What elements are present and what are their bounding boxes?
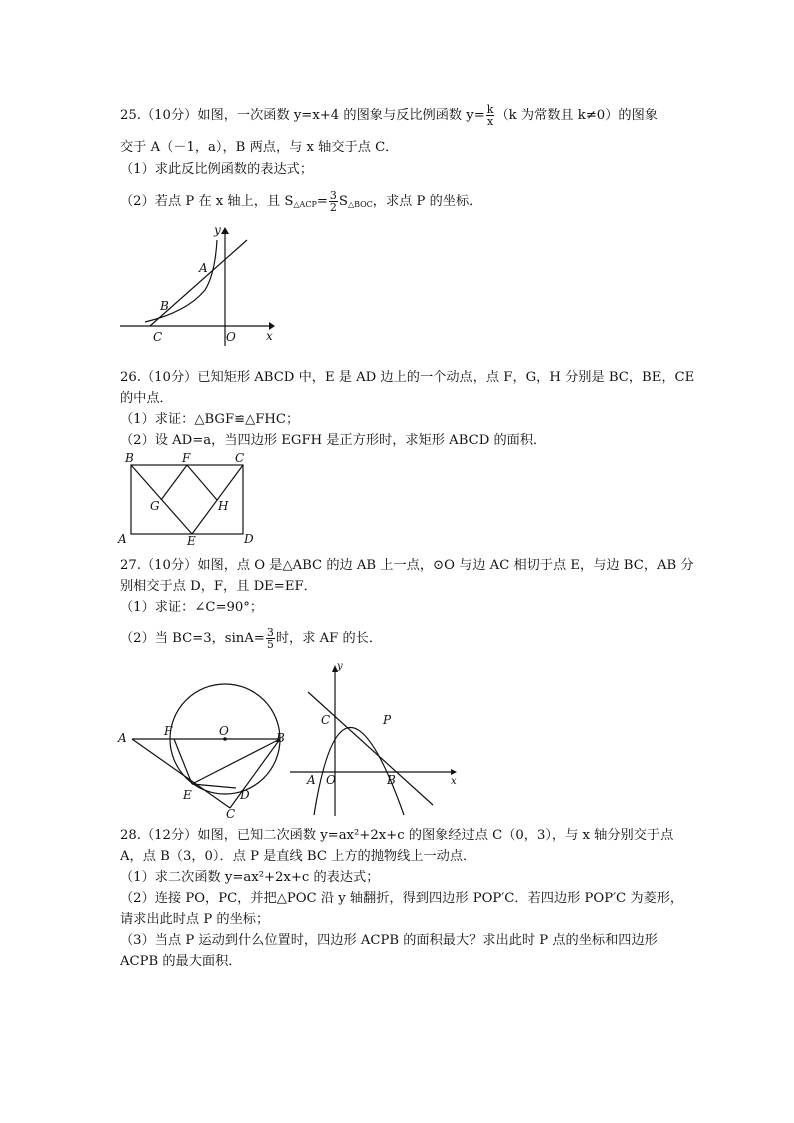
label-E: E bbox=[183, 788, 192, 802]
q27-figure bbox=[112, 656, 302, 821]
label-y: y bbox=[214, 223, 221, 237]
label-B: B bbox=[125, 451, 134, 465]
q27-line-1: 27.（10分）如图，点 O 是△ABC 的边 AB 上一点，⊙O 与边 AC 相切于点 E，与边 BC，AB 分 bbox=[120, 558, 694, 573]
q25-line-1 bbox=[120, 104, 658, 127]
parabola bbox=[314, 728, 404, 816]
q25-part-2: （2）若点 P 在 x 轴上，且 $S_{\triangle ACP}=$ $\frac{3}{2}$ $S_{\triangle BOC}$，求点 P 的坐标． bbox=[120, 189, 483, 214]
x-axis-arrow-icon bbox=[451, 769, 457, 775]
segment-FE bbox=[174, 739, 192, 784]
q26-line-1: 26.（10分）已知矩形 ABCD 中，E 是 AD 边上的一个动点，点 F，G，H 分别是 BC，BE，CE bbox=[120, 370, 695, 385]
segment-FH bbox=[187, 465, 217, 500]
segment-EB bbox=[192, 739, 280, 784]
three-fifths-fraction: $\frac{3}{5}$ bbox=[266, 626, 274, 651]
label-A: A bbox=[199, 261, 208, 275]
segment-FG bbox=[161, 465, 187, 500]
label-D: D bbox=[244, 532, 254, 546]
label-O: O bbox=[226, 330, 236, 344]
label-F: F bbox=[182, 451, 191, 465]
q28-part-3: （3）当点 P 运动到什么位置时，四边形 ACPB 的面积最大？求出此时 P 点的坐标和四边形 bbox=[120, 933, 658, 948]
q28-line-2: A，点 B（3，0）．点 P 是直线 BC 上方的抛物线上一动点． bbox=[120, 849, 477, 864]
q27-part-1: （1）求证：∠C=90°； bbox=[120, 600, 264, 615]
label-x: x bbox=[266, 329, 273, 343]
three-halves-fraction: $\frac{3}{2}$ bbox=[329, 189, 337, 214]
q25-text-1a: 25.（10分）如图，一次函数 y=x+4 的图象与反比例函数 y= bbox=[120, 108, 485, 123]
segment-BC bbox=[230, 739, 280, 808]
q28-part-2: （2）连接 PO，PC，并把△POC 沿 y 轴翻折，得到四边形 POP′C．若四边形 POP′C 为菱形， bbox=[120, 891, 684, 906]
label-A: A bbox=[118, 731, 127, 745]
q28-figure bbox=[288, 660, 463, 818]
label-C: C bbox=[153, 330, 163, 344]
hyperbola-branch bbox=[145, 240, 217, 322]
label-y: y bbox=[337, 661, 343, 672]
label-C: C bbox=[235, 451, 245, 465]
label-B: B bbox=[387, 773, 396, 787]
q25-text-1b: （k 为常数且 k≠0）的图象 bbox=[495, 108, 658, 123]
segment-AC bbox=[132, 739, 230, 808]
linear-function-line bbox=[150, 240, 247, 326]
label-B: B bbox=[160, 299, 169, 313]
q27-line-2: 别相交于点 D，F，且 DE=EF． bbox=[120, 579, 317, 594]
label-A: A bbox=[118, 532, 127, 546]
q26-part-2: （2）设 AD=a，当四边形 EGFH 是正方形时，求矩形 ABCD 的面积． bbox=[120, 433, 547, 448]
q25-part-1: （1）求此反比例函数的表达式； bbox=[120, 162, 314, 177]
label-F: F bbox=[164, 724, 173, 738]
q26-part-1: （1）求证：△BGF≌△FHC； bbox=[120, 412, 300, 427]
label-O: O bbox=[326, 773, 336, 787]
q28-part-1: （1）求二次函数 y=ax²+2x+c 的表达式； bbox=[120, 870, 380, 885]
q28-part-3-cont: ACPB 的最大面积． bbox=[120, 954, 242, 969]
y-axis-arrow-icon bbox=[221, 227, 229, 234]
q28-line-1: 28.（12分）如图，已知二次函数 y=ax²+2x+c 的图象经过点 C（0，3），与 x 轴分别交于点 bbox=[120, 828, 674, 843]
label-C: C bbox=[226, 807, 236, 821]
label-O: O bbox=[219, 724, 229, 738]
k-over-x-fraction: $\frac{k}{x}$ bbox=[486, 103, 494, 128]
line-BC bbox=[308, 692, 433, 805]
label-B: B bbox=[276, 731, 285, 745]
label-H: H bbox=[218, 499, 229, 513]
q25-figure bbox=[115, 222, 280, 350]
q26-line-2: 的中点． bbox=[120, 391, 173, 406]
q25-line-2: 交于 A（－1，a），B 两点，与 x 轴交于点 C． bbox=[120, 140, 399, 155]
q28-part-2-cont: 请求出此时点 P 的坐标； bbox=[120, 912, 270, 927]
label-D: D bbox=[240, 788, 250, 802]
label-x: x bbox=[451, 776, 457, 787]
label-G: G bbox=[150, 499, 160, 513]
label-C: C bbox=[321, 713, 331, 727]
label-A: A bbox=[307, 773, 316, 787]
label-E: E bbox=[187, 534, 196, 546]
q26-figure bbox=[115, 450, 265, 546]
label-P: P bbox=[383, 713, 392, 727]
q27-part-2: （2）当 BC=3，sinA= $\frac{3}{5}$ 时，求 AF 的长． bbox=[120, 626, 383, 651]
